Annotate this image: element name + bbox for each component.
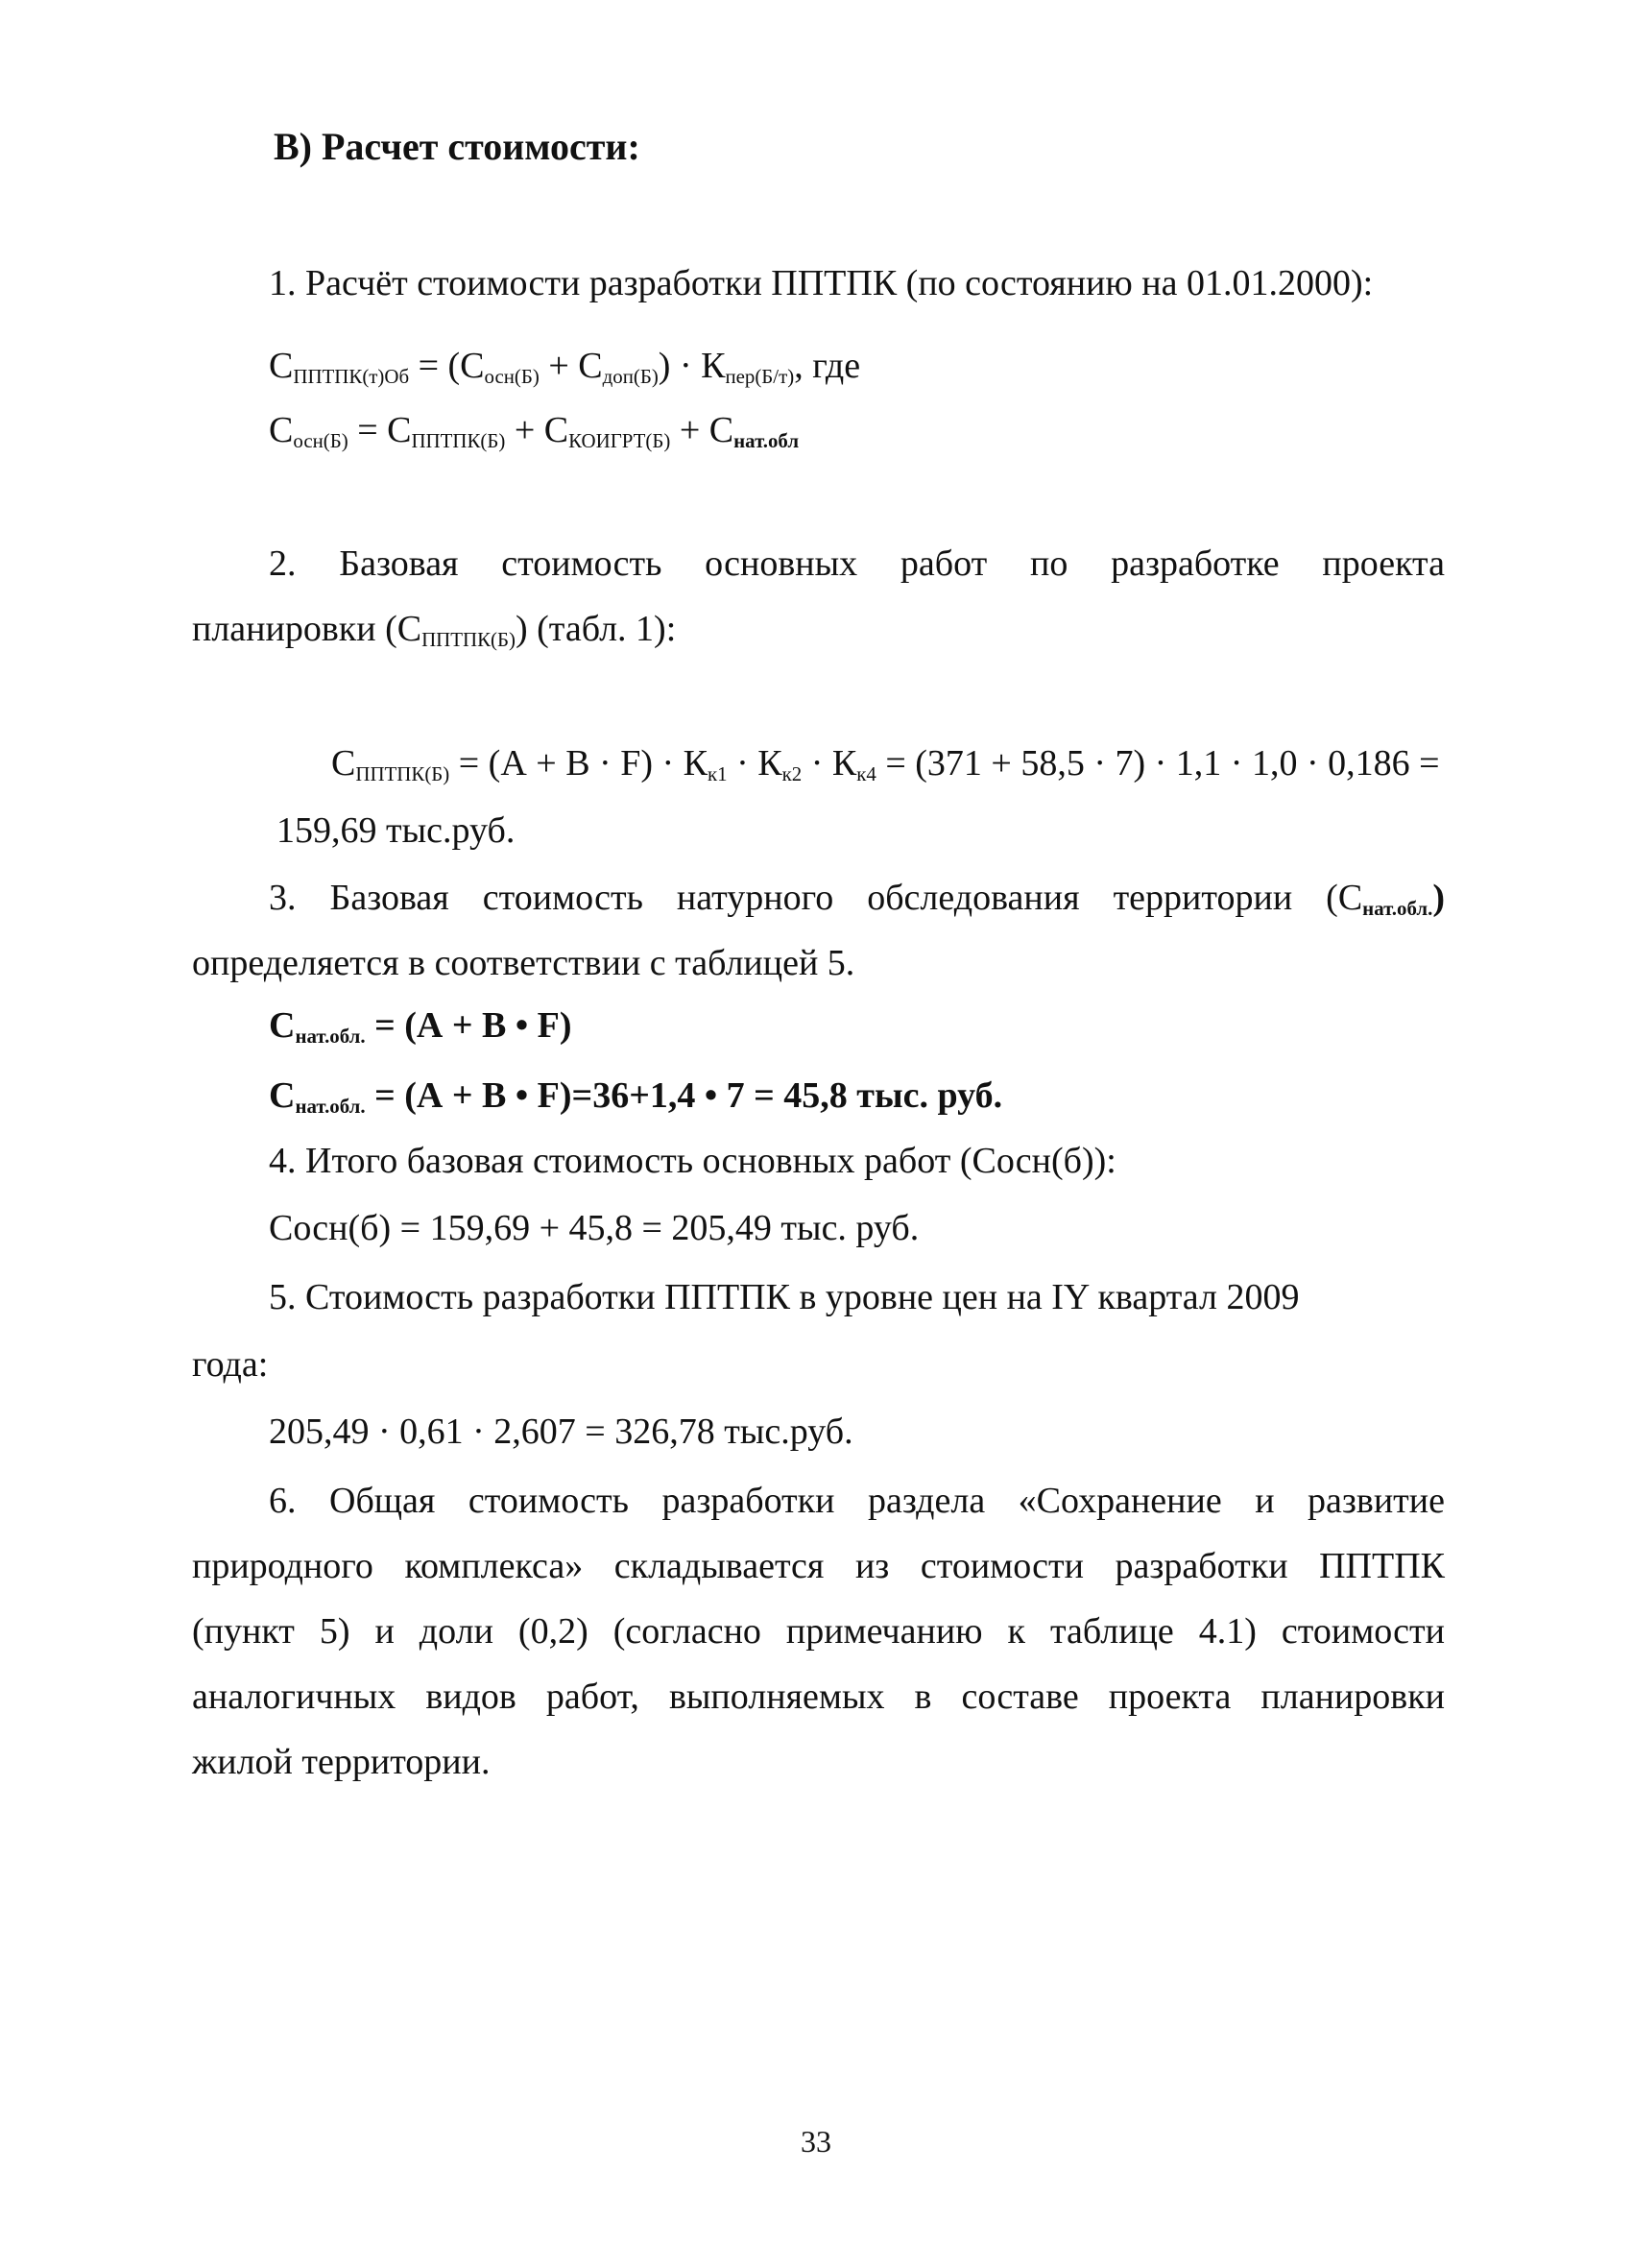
item-6-line-3: (пункт 5) и доли (0,2) (согласно примечанию к таблице 4.1) стоимости	[192, 1611, 1445, 1652]
formula-3-1: $С_{нат.обл.} = (А + В$ • F)	[269, 1005, 572, 1048]
item-5-line-1: 5. Стоимость разработки ППТПК в уровне цен на IY квартал 2009	[269, 1277, 1300, 1317]
item-2-line-1: 2. Базовая стоимость основных работ по разработке проекта	[269, 543, 1445, 584]
formula-1-2: $С_{осн(Б)} = С_{ППТПК(Б)} + С_{КОИГРТ(Б)} + С_{нат.обл}$	[269, 410, 800, 452]
item-6-line-1: 6. Общая стоимость разработки раздела «Сохранение и развитие	[269, 1481, 1445, 1521]
item-4-formula: Сосн(б) = 159,69 + 45,8 = 205,49 тыс. руб.	[269, 1208, 920, 1248]
item-5-line-2: года:	[192, 1344, 269, 1385]
formula-3-2: $С_{нат.обл.} = (А + В$ • F)=36+1,4 • 7 = 45,8 тыс. руб.	[269, 1075, 1003, 1118]
page-number: 33	[801, 2124, 831, 2159]
item-4-text: 4. Итого базовая стоимость основных работ (Сосн(б)):	[269, 1141, 1116, 1181]
formula-2-result: 159,69 тыс.руб.	[276, 810, 516, 851]
formula-1-1: $С_{ППТПК(т)Об} = (С_{осн(Б)} + С_{доп(Б)}) \cdot К_{пер(Б/т)}$, где	[269, 346, 861, 388]
section-title: В) Расчет стоимости:	[274, 125, 640, 168]
item-1-text: 1. Расчёт стоимости разработки ППТПК (по состоянию на 01.01.2000):	[269, 263, 1374, 303]
formula-2: $С_{ППТПК(Б)} = (А + В \cdot F) \cdot К_{к1} \cdot К_{к2} \cdot К_{к4} = (371 + 58,5 \cdot 7) \cdot 1,1 \cdot 1,0 \cdot 0,186$ =	[331, 743, 1440, 785]
item-6-line-5: жилой территории.	[192, 1742, 491, 1782]
item-6-line-2: природного комплекса» складывается из стоимости разработки ППТПК	[192, 1546, 1445, 1586]
item-5-formula: 205,49 · 0,61 · 2,607 = 326,78 тыс.руб.	[269, 1411, 853, 1452]
item-2-line-2: планировки $(С_{ППТПК(Б)})$ (табл. 1):	[192, 609, 677, 651]
item-3-line-2: определяется в соответствии с таблицей 5.	[192, 943, 855, 983]
item-6-line-4: аналогичных видов работ, выполняемых в составе проекта планировки	[192, 1677, 1445, 1717]
item-3-line-1: 3. Базовая стоимость натурного обследования территории $(С_{нат.обл.})$	[269, 878, 1445, 920]
